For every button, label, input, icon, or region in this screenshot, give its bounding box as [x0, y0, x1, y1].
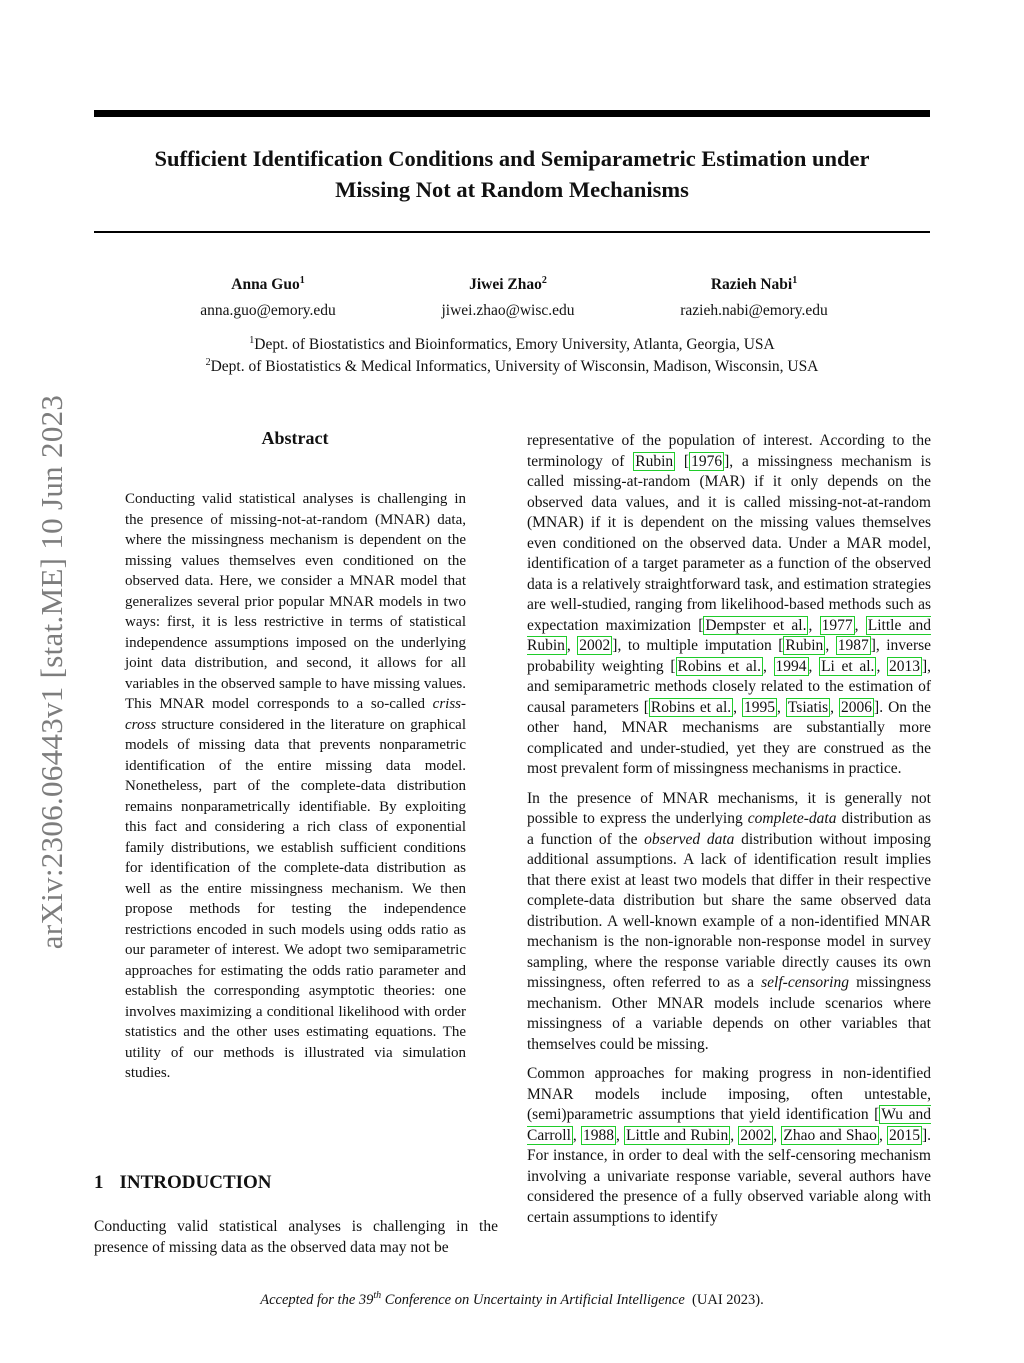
citation-link[interactable]: 1977	[821, 616, 853, 634]
citation-link[interactable]: Little and Rubin	[527, 616, 932, 654]
conference-footer: Accepted for the 39th Conference on Uncertainty in Artificial Intelligence (UAI 2023).	[260, 1290, 764, 1308]
citation-link[interactable]: 1994	[775, 657, 807, 675]
body-paragraph: Common approaches for making progress in non-identified MNAR models include imposing, often untestable, (semi)parametric assumptions that yield identification [ Wu and Carroll , 1988 , Little and Rubin , 2002 , Zhao and Shao , 2015 ]. For instance, in order to deal with the self-censoring mechanism involving a univariate response variable, several authors have considered the presence of a fully observed variable along with certain assumptions to identify	[527, 1065, 932, 1226]
author-name: Jiwei Zhao$^2$	[469, 275, 547, 293]
citation-link[interactable]: Dempster et al.	[705, 616, 807, 634]
author-email[interactable]: anna.guo@emory.edu	[200, 302, 336, 319]
author-email[interactable]: razieh.nabi@emory.edu	[680, 302, 828, 319]
citation-link[interactable]: Robins et al.	[677, 657, 761, 675]
citation-link[interactable]: 2006	[841, 698, 873, 716]
citation-link[interactable]: 1976	[691, 452, 723, 470]
citation-link[interactable]: Tsiatis	[787, 698, 829, 716]
citation-link[interactable]: Robins et al.	[650, 698, 732, 716]
citation-link[interactable]: 2013	[888, 657, 920, 675]
right-column	[527, 431, 931, 1237]
citation-link[interactable]: Zhao and Shao	[783, 1126, 877, 1144]
arxiv-identifier: arXiv:2306.06443v1 [stat.ME] 10 Jun 2023	[34, 394, 69, 950]
citation-link[interactable]: Li et al.	[821, 657, 875, 675]
affiliation-line: $^2$Dept. of Biostatistics & Medical Informatics, University of Wisconsin, Madison, Wisconsin, USA	[205, 357, 819, 375]
author-name: Razieh Nabi$^1$	[710, 275, 798, 293]
title-bottom-rule	[94, 231, 930, 233]
citation-link[interactable]: 2002	[740, 1126, 772, 1144]
citation-link[interactable]: 1995	[744, 698, 776, 716]
paper-title: Sufficient Identification Conditions and Semiparametric Estimation under Missing Not at Random Mechanisms	[154, 146, 870, 202]
affiliations	[94, 334, 930, 378]
body-paragraph: In the presence of MNAR mechanisms, it is generally not possible to express the underlying complete-data distribution as a function of the observed data distribution without imposing additional assumptions. A lack of identification result implies that there exist at least two models that differ in their respective complete-data distribution but share the same observed data distribution. A well-known example of a non-identified MNAR mechanism is the non-ignorable non-response model in survey sampling, where the response variable directly causes its own missingness, often referred to as a self-censoring missingness mechanism. Other MNAR models include scenarios where missingness of a variable depends on other variables that themselves could be missing.	[527, 789, 932, 1053]
title-top-rule	[94, 110, 930, 117]
intro-paragraph: Conducting valid statistical analyses is challenging in the presence of missing data as the observed data may not be	[94, 1218, 498, 1256]
citation-link[interactable]: 1988	[582, 1126, 614, 1144]
author-block	[634, 272, 874, 324]
citation-link[interactable]: Little and Rubin	[626, 1126, 729, 1144]
abstract-heading: Abstract	[261, 428, 329, 448]
citation-link[interactable]: 2015	[889, 1126, 920, 1144]
body-paragraph: representative of the population of interest. According to the terminology of Rubin [ 1976 ], a missingness mechanism is called missing-at-random (MAR) if it only depends on the observed data values, and it is called missing-not-at-random (MNAR) if it is dependent on the missing values themselves even conditioned on the observed data. Under a MAR model, identification of a target parameter as a function of the observed data is a relatively straightforward task, and estimation strategies are well-studied, ranging from likelihood-based methods such as expectation maximization [ Dempster et al. , 1977 , Little and Rubin , 2002 ], to multiple imputation [ Rubin , 1987 ], inverse probability weighting [ Robins et al. , 1994 , Li et al. , 2013 ], and semiparametric methods closely related to the estimation of causal parameters [ Robins et al. , 1995 , Tsiatis , 2006 ]. On the other hand, MNAR mechanisms are substantially more complicated and under-studied, yet they are construed as the most prevalent form of missingness mechanisms in practice.	[527, 432, 932, 777]
citation-link[interactable]: 2002	[579, 637, 611, 654]
citation-link[interactable]: Rubin	[785, 637, 824, 654]
section-heading-introduction: 1 INTRODUCTION	[94, 1172, 272, 1193]
citation-link[interactable]: Wu and Carroll	[527, 1106, 931, 1144]
citation-link[interactable]: Rubin	[635, 452, 674, 470]
affiliation-line: $^1$Dept. of Biostatistics and Bioinformatics, Emory University, Atlanta, Georgia, USA	[249, 335, 775, 353]
abstract-body: Conducting valid statistical analyses is challenging in the presence of missing-not-at-random (MNAR) data, where the missingness mechanism is dependent on the missing values themselves even conditioned on the observed data. Here, we consider a MNAR model that generalizes several prior popular MNAR models in two ways: first, it is less restrictive in terms of statistical independence assumptions imposed on the underlying joint data distribution, and second, it allows for all variables in the observed sample to have missing values. This MNAR model corresponds to a so-called criss-cross structure considered in the literature on graphical models of missing data that prevents nonparametric identification of the entire missing data model. Nonetheless, part of the complete-data distribution remains nonparametrically identifiable. By exploiting this fact and considering a rich class of exponential family distributions, we establish sufficient conditions for identification of the complete-data distribution as well as the entire missingness mechanism. We then propose methods for testing the independence restrictions encoded in such models using odds ratio as our parameter of interest. We adopt two semiparametric approaches for estimating the odds ratio parameter and establish the corresponding asymptotic theories: one involves maximizing a conditional likelihood with order statistics and the other uses estimating equations. The utility of our methods is illustrated via simulation studies.	[125, 491, 466, 1081]
citation-link[interactable]: 1987	[837, 637, 869, 654]
author-email[interactable]: jiwei.zhao@wisc.edu	[441, 302, 575, 319]
author-block	[148, 272, 388, 324]
author-name: Anna Guo$^1$	[231, 275, 305, 293]
author-block	[388, 272, 628, 324]
